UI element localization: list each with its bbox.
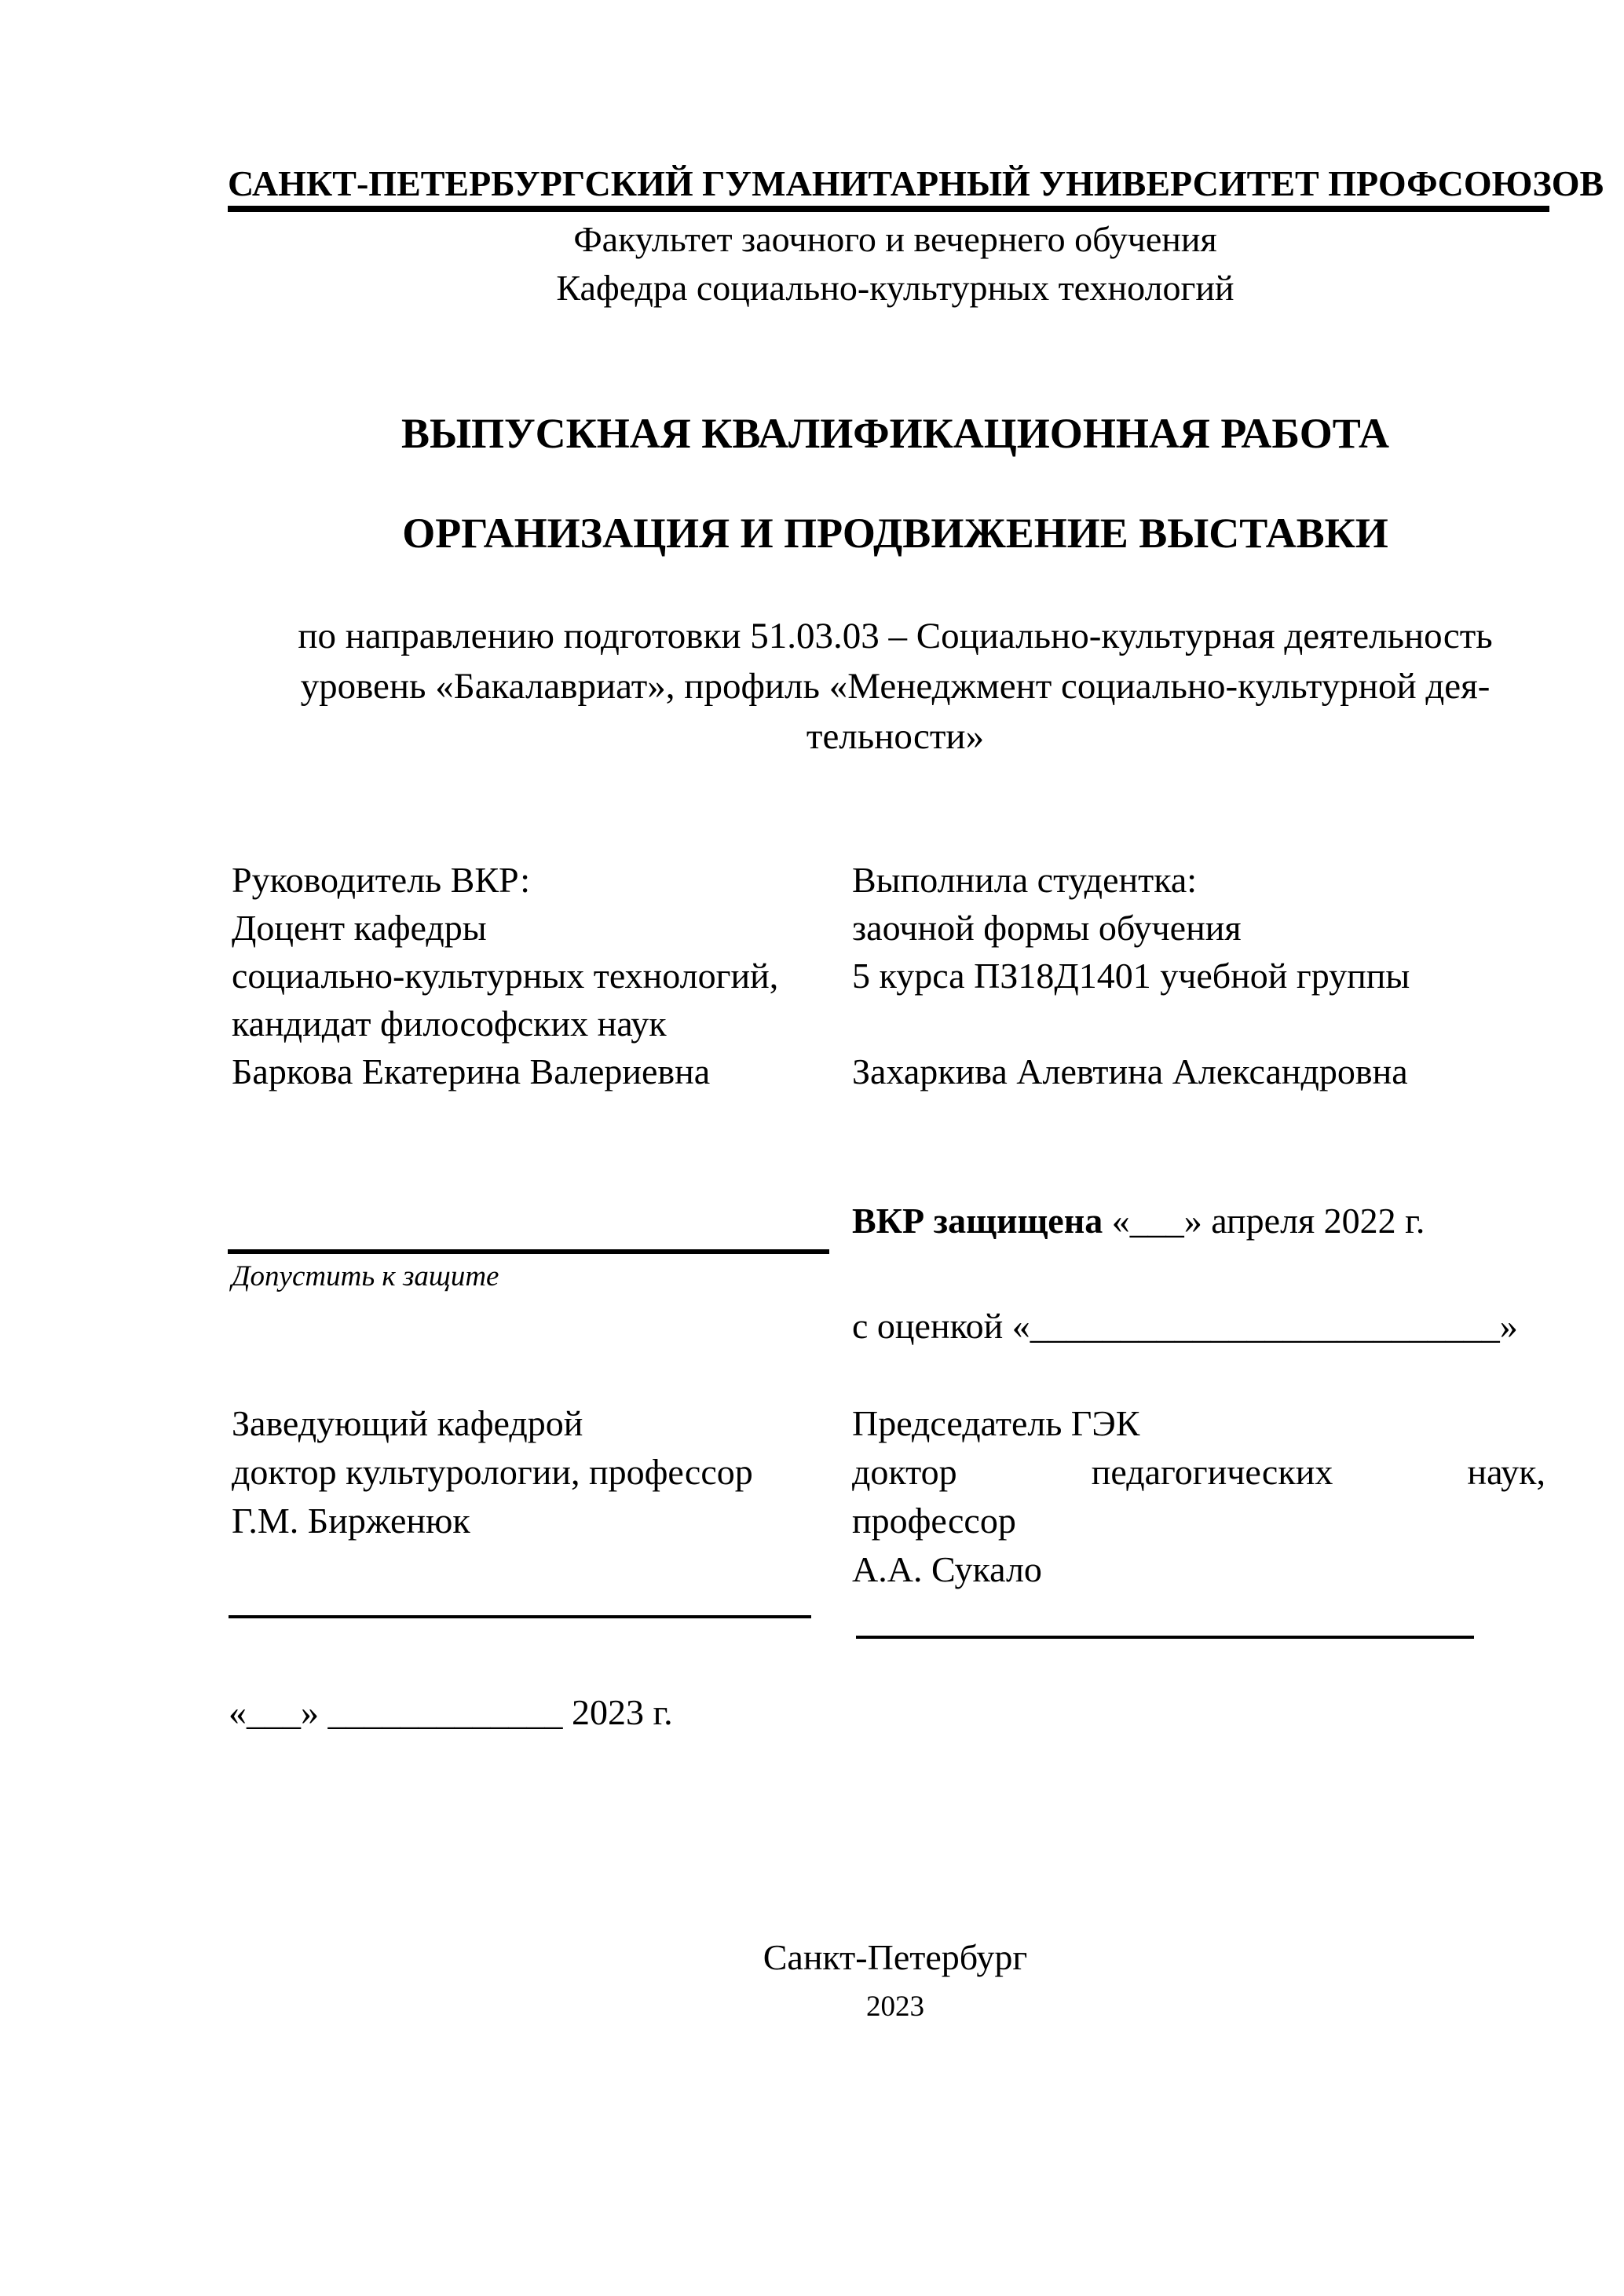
gek-chair-name: А.А. Сукало — [852, 1549, 1042, 1589]
grade-suffix: » — [1499, 1306, 1518, 1346]
department-head-name: Г.М. Бирженюк — [232, 1501, 470, 1541]
admit-note: Допустить к защите — [232, 1260, 499, 1292]
grade-prefix: с оценкой « — [852, 1306, 1030, 1346]
defense-date-value: «___» апреля 2022 г. — [1103, 1201, 1425, 1241]
university-name: САНКТ-ПЕТЕРБУРГСКИЙ ГУМАНИТАРНЫЙ УНИВЕРСИТЕТ ПРОФСОЮЗОВ — [228, 163, 1604, 203]
student-block — [852, 856, 1563, 1095]
faculty-line: Факультет заочного и вечернего обучения — [573, 219, 1217, 259]
grade-line — [852, 1302, 1518, 1351]
footer-year: 2023 — [866, 1991, 924, 2023]
department-head-position-1: Заведующий кафедрой — [232, 1403, 583, 1443]
department-line: Кафедра социально-культурных технологий — [556, 268, 1234, 308]
gek-chair-position: Председатель ГЭК — [852, 1403, 1140, 1443]
department-head-signature-line — [229, 1615, 811, 1618]
gek-chair-degree-line — [852, 1448, 1545, 1497]
defense-date-line — [852, 1197, 1425, 1245]
supervisor-name: Баркова Екатерина Валериевна — [232, 1051, 711, 1091]
student-label: Выполнила студентка: — [852, 860, 1198, 900]
supervisor-label: Руководитель ВКР: — [232, 860, 531, 900]
gek-degree-word-2: педагогических — [1091, 1452, 1333, 1492]
supervisor-position-2: социально-культурных технологий, — [232, 956, 779, 996]
student-name: Захаркива Алевтина Александровна — [852, 1051, 1408, 1091]
grade-blank: __________________________ — [1030, 1306, 1500, 1346]
gek-degree-word-3: наук, — [1467, 1452, 1545, 1492]
gek-chair-block — [852, 1399, 1545, 1594]
supervisor-block — [232, 856, 844, 1095]
gek-chair-signature-line — [856, 1636, 1474, 1639]
header-rule — [228, 206, 1549, 212]
approval-date-line: «___» _____________ 2023 г. — [229, 1692, 673, 1732]
admit-signature-line — [228, 1249, 829, 1254]
footer-city: Санкт-Петербург — [763, 1937, 1028, 1977]
supervisor-degree: кандидат философских наук — [232, 1004, 667, 1044]
gek-chair-position-2: профессор — [852, 1501, 1016, 1541]
gek-degree-word-1: доктор — [852, 1452, 957, 1492]
student-group: 5 курса ПЗ18Д1401 учебной группы — [852, 956, 1410, 996]
program-line-1: по направлению подготовки 51.03.03 – Социально-культурная деятельность — [298, 616, 1493, 656]
program-line-2: уровень «Бакалавриат», профиль «Менеджмент социально-культурной дея- — [300, 666, 1490, 707]
program-line-3: тельности» — [806, 716, 985, 757]
supervisor-position-1: Доцент кафедры — [232, 908, 487, 948]
work-title-heading: ОРГАНИЗАЦИЯ И ПРОДВИЖЕНИЕ ВЫСТАВКИ — [402, 510, 1388, 557]
department-head-position-2: доктор культурологии, профессор — [232, 1452, 753, 1492]
program-paragraph — [228, 611, 1563, 762]
department-head-block — [232, 1399, 844, 1545]
student-spacer — [852, 1000, 1563, 1047]
defense-date-label: ВКР защищена — [852, 1201, 1103, 1241]
work-type-heading: ВЫПУСКНАЯ КВАЛИФИКАЦИОННАЯ РАБОТА — [401, 410, 1390, 457]
student-form: заочной формы обучения — [852, 908, 1242, 948]
